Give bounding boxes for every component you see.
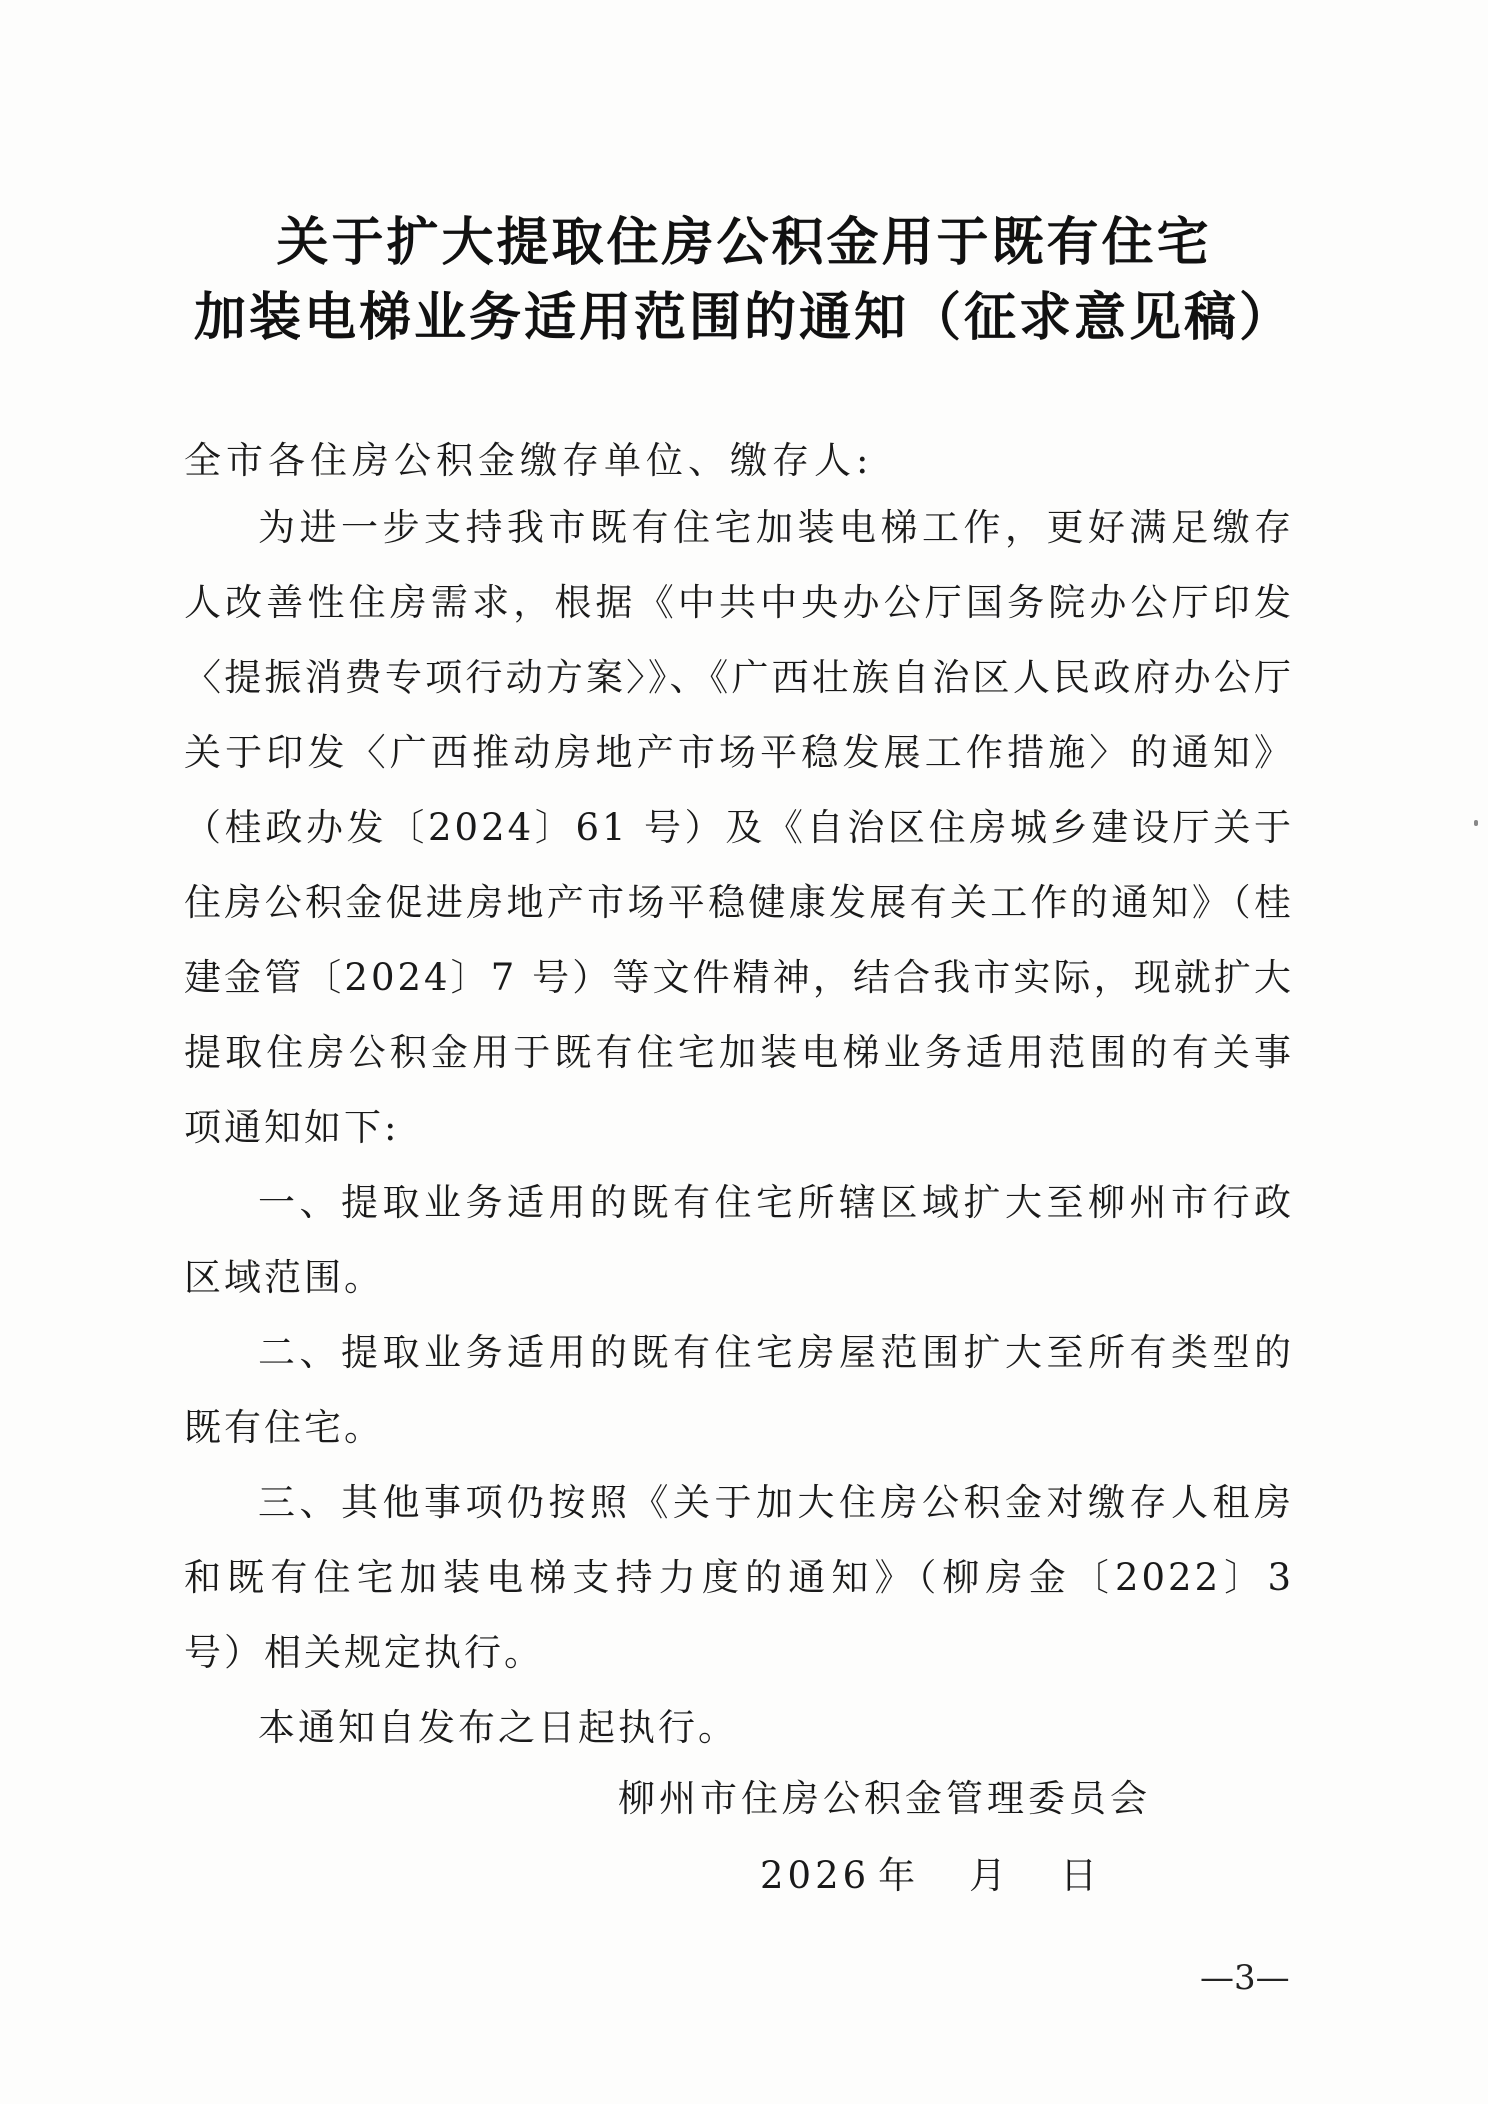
- paragraph-item-3: 三、其他事项仍按照《关于加大住房公积金对缴存人租房和既有住宅加装电梯支持力度的通知》（柳房金〔2022〕3 号）相关规定执行。: [184, 1481, 1294, 1674]
- paragraph-intro: 为进一步支持我市既有住宅加装电梯工作，更好满足缴存人改善性住房需求，根据《中共中央办公厅国务院办公厅印发〈提振消费专项行动方案〉》、《广西壮族自治区人民政府办公厅关于印发〈广西推动房地产市场平稳发展工作措施〉的通知》（桂政办发〔2024〕61 号）及《自治区住房城乡建设厅关于住房公积金促进房地产市场平稳健康发展有关工作的通知》（桂建金管〔2024〕7 号）等文件精神，结合我市实际，现就扩大提取住房公积金用于既有住宅加装电梯业务适用范围的有关事项通知如下:: [184, 506, 1294, 1149]
- date-year: 2026: [760, 1854, 871, 1897]
- scan-artifact: [1474, 820, 1478, 826]
- date-month-unit: 月: [969, 1854, 1011, 1897]
- issuer-signature: 柳州市住房公积金管理委员会: [618, 1777, 1151, 1820]
- paragraph-effective-date: 本通知自发布之日起执行。: [258, 1706, 738, 1749]
- page-number: —3—: [1200, 1958, 1290, 1998]
- paragraph-item-1: 一、提取业务适用的既有住宅所辖区域扩大至柳州市行政区域范围。: [184, 1181, 1294, 1299]
- date-day-unit: 日: [1060, 1854, 1102, 1897]
- salutation: 全市各住房公积金缴存单位、缴存人:: [184, 439, 874, 482]
- document-body: [184, 490, 1294, 1765]
- document-title-line-2: 加装电梯业务适用范围的通知（征求意见稿）: [193, 287, 1294, 348]
- issue-date: [760, 1845, 1109, 1899]
- document-title-line-1: 关于扩大提取住房公积金用于既有住宅: [276, 212, 1212, 273]
- paragraph-item-2: 二、提取业务适用的既有住宅房屋范围扩大至所有类型的既有住宅。: [184, 1331, 1294, 1449]
- date-year-unit: 年: [878, 1854, 920, 1897]
